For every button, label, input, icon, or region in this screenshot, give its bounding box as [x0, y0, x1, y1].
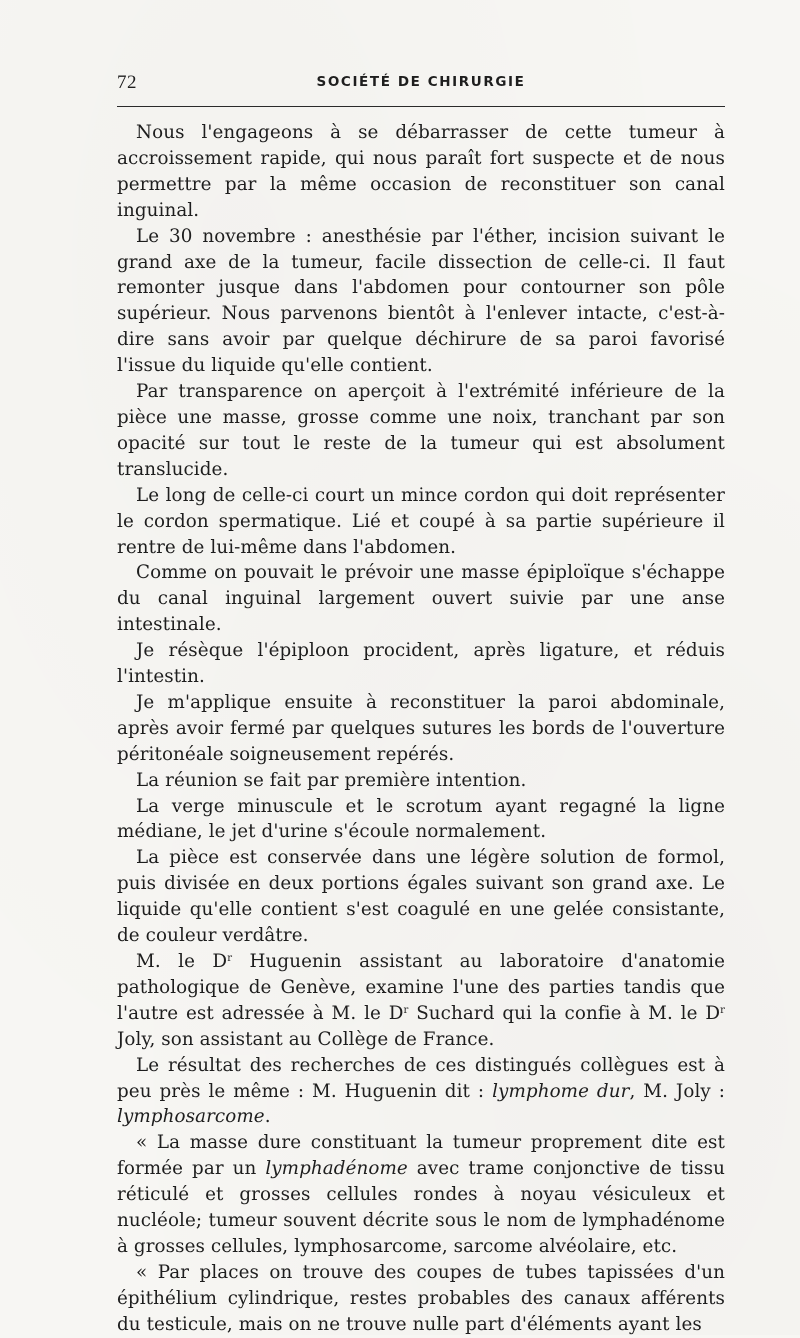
header-rule: [117, 106, 725, 107]
text-run: .: [264, 1106, 271, 1128]
text-run: , M. Joly :: [629, 1080, 725, 1102]
text-run: Suchard qui la confie à M. le D: [408, 1002, 721, 1024]
paragraph: Je résèque l'épiploon procident, après ligature, et réduis l'intestin.: [117, 640, 725, 688]
text-run: Joly, son assistant au Collège de France.: [117, 1028, 495, 1050]
page-header: [117, 72, 725, 96]
italic-term: lymphadénome: [265, 1158, 408, 1180]
superscript: r: [227, 953, 233, 964]
superscript: r: [403, 1004, 409, 1016]
text-run: avec trame conjonctive de tissu réticulé et grosses cellules rondes à noyau vésiculeux et nucléole; tumeur souvent décrite sous le nom de lymphadénome à grosses cellules, lymphosarcome, sarcome alvéolaire, etc.: [117, 1158, 725, 1257]
paragraph: Le long de celle-ci court un mince cordon qui doit représenter le cordon spermatique. Lié et coupé à sa partie supérieure il rentre de lui-même dans l'abdomen.: [117, 484, 725, 558]
text-run: « La masse dure constituant la tumeur proprement dite est formée par un: [117, 1132, 725, 1180]
italic-term: lymphome dur: [492, 1080, 630, 1102]
paragraph-results: [117, 1053, 725, 1131]
text-run: Le résultat des recherches de ces distingués collègues est à peu près le même : M. Huguenin dit :: [117, 1054, 725, 1102]
paragraph: La verge minuscule et le scrotum ayant regagné la ligne médiane, le jet d'urine s'écoule normalement.: [117, 795, 725, 843]
text-run: M. le D: [136, 951, 228, 972]
page-number: 72: [117, 72, 137, 93]
paragraph-quote: [117, 1130, 725, 1260]
paragraph: Le 30 novembre : anesthésie par l'éther, incision suivant le grand axe de la tumeur, facile dissection de celle-ci. Il faut remonter jusque dans l'abdomen pour contourner son pôle supérieur. Nous parvenons bientôt à l'enlever intacte, c'est-à-dire sans avoir par quelque déchirure de sa paroi favorisé l'issue du liquide qu'elle contient.: [117, 225, 725, 377]
paragraph: La pièce est conservée dans une légère solution de formol, puis divisée en deux portions égales suivant son grand axe. Le liquide qu'elle contient s'est coagulé en une gelée consistante, de couleur verdâtre.: [117, 847, 725, 947]
paragraph-quote-continued: « Par places on trouve des coupes de tubes tapissées d'un épithélium cylindrique, restes probables des canaux afférents du testicule, mais on ne trouve nulle part d'éléments ayant les: [117, 1261, 725, 1335]
paragraph: Comme on pouvait le prévoir une masse épiploïque s'échappe du canal inguinal largement ouvert suivie par une anse intestinale.: [117, 562, 725, 636]
running-head: SOCIÉTÉ DE CHIRURGIE: [316, 74, 526, 90]
body-text: [117, 120, 725, 1338]
paragraph: Je m'applique ensuite à reconstituer la paroi abdominale, après avoir fermé par quelques sutures les bords de l'ouverture péritonéale soigneusement repérés.: [117, 691, 725, 765]
paragraph: Par transparence on aperçoit à l'extrémité inférieure de la pièce une masse, grosse comme une noix, tranchant par son opacité sur tout le reste de la tumeur qui est absolument translucide.: [117, 381, 725, 480]
italic-term: lymphosarcome: [117, 1106, 265, 1128]
text-run: Huguenin assistant au laboratoire d'anatomie pathologique de Genève, examine l'une des parties tandis que l'autre est adressée à M. le D: [117, 951, 725, 1024]
paragraph: Nous l'engageons à se débarrasser de cette tumeur à accroissement rapide, qui nous paraît fort suspecte et de nous permettre par la même occasion de reconstituer son canal inguinal.: [117, 122, 725, 221]
paragraph: La réunion se fait par première intention.: [136, 769, 527, 791]
paragraph-doctors: [117, 949, 725, 1053]
superscript: r: [720, 1004, 725, 1016]
